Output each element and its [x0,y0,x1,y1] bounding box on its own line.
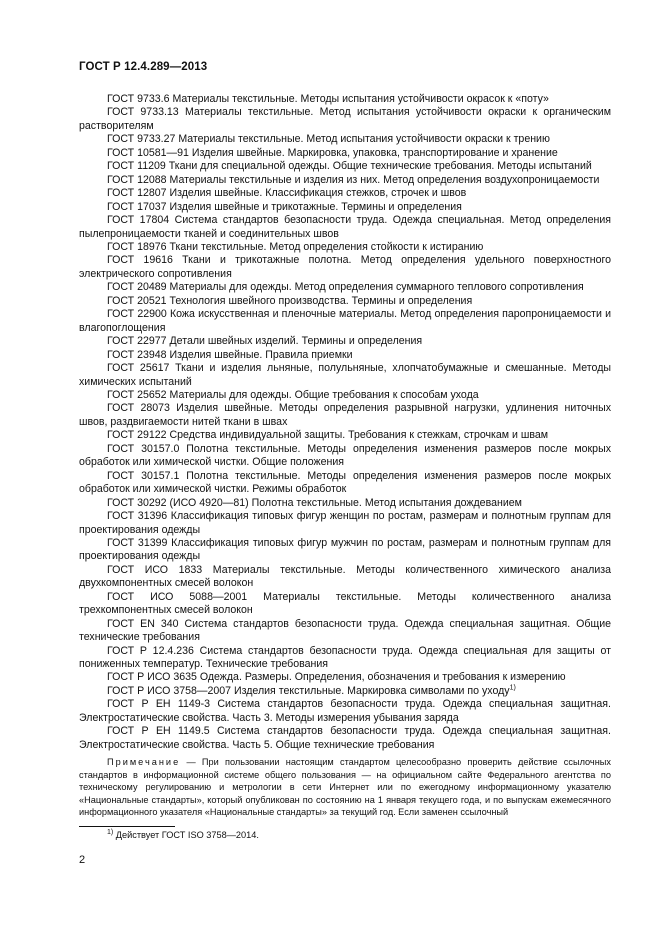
reference-item: ГОСТ 9733.27 Материалы текстильные. Метод испытания устойчивости окраски к трению [107,133,550,146]
reference-item: ГОСТ 19616 Ткани и трикотажные полотна. Метод определения удельного поверхностного электрического сопротивления [79,254,611,280]
footnote-divider [79,826,175,827]
reference-item: ГОСТ 30157.1 Полотна текстильные. Методы определения изменения размеров после мокрых обработок или химической чистки. Режимы обработок [79,469,611,496]
reference-item: ГОСТ 28073 Изделия швейные. Методы определения разрывной нагрузки, удлинения ниточных швов, раздвигаемости нитей ткани в швах [79,402,611,428]
reference-item: ГОСТ 22900 Кожа искусственная и пленочные материалы. Метод определения паропроницаемости и влагопоглощения [79,308,611,334]
reference-item: ГОСТ 17037 Изделия швейные и трикотажные. Термины и определения [107,200,462,213]
reference-item: ГОСТ 20521 Технология швейного производства. Термины и определения [107,294,473,307]
reference-item: ГОСТ Р ИСО 3635 Одежда. Размеры. Определения, обозначения и требования к измерению [107,671,566,684]
reference-item: ГОСТ 12088 Материалы текстильные и изделия из них. Метод определения воздухопроницаемости [107,173,600,186]
reference-item: ГОСТ 10581—91 Изделия швейные. Маркировка, упаковка, транспортирование и хранение [107,146,558,159]
reference-item: ГОСТ 12807 Изделия швейные. Классификация стежков, строчек и швов [107,187,467,200]
reference-item: ГОСТ 23948 Изделия швейные. Правила приемки [107,348,353,361]
page-number: 2 [79,854,86,866]
reference-item: ГОСТ 30157.0 Полотна текстильные. Методы определения изменения размеров после мокрых обработок или химической чистки. Общие положения [79,442,611,469]
note-dash: — [180,757,202,768]
reference-item: ГОСТ 25652 Материалы для одежды. Общие требования к способам ухода [107,388,479,401]
document-header: ГОСТ Р 12.4.289—2013 [79,61,208,73]
reference-item: ГОСТ 11209 Ткани для специальной одежды. Общие технические требования. Методы испытаний [107,160,592,173]
reference-text: ГОСТ Р ИСО 3758—2007 Изделия текстильные. Маркировка символами по уходу [107,684,510,697]
reference-item: ГОСТ 9733.6 Материалы текстильные. Методы испытания устойчивости окрасок к «поту» [107,93,549,105]
reference-item: ГОСТ 17804 Система стандартов безопасности труда. Одежда специальная. Метод определения пылепроницаемости тканей и соединительных швов [79,214,611,240]
reference-item-with-footnote [79,685,611,698]
reference-item: ГОСТ 31399 Классификация типовых фигур мужчин по ростам, размерам и полнотным группам для проектирования одежды [79,536,611,563]
reference-item: ГОСТ 18976 Ткани текстильные. Метод определения стойкости к истиранию [107,240,484,253]
reference-item: ГОСТ Р ЕН 1149-3 Система стандартов безопасности труда. Одежда специальная защитная. Электростатические свойства. Часть 3. Методы измерения убывания заряда [79,698,611,724]
reference-item: ГОСТ Р 12.4.236 Система стандартов безопасности труда. Одежда специальная для защиты от пониженных температур. Технические требования [79,644,611,671]
reference-item: ГОСТ 9733.13 Материалы текстильные. Метод испытания устойчивости окраски к органическим растворителям [79,106,611,132]
reference-item: ГОСТ 31396 Классификация типовых фигур женщин по ростам, размерам и полнотным группам для проектирования одежды [79,510,611,536]
note-paragraph [79,756,611,819]
footnote-marker: 1) [107,828,114,836]
reference-item: ГОСТ ИСО 5088—2001 Материалы текстильные. Методы количественного анализа трехкомпонентных смесей волокон [79,590,611,617]
normative-references [79,93,611,828]
reference-item: ГОСТ 22977 Детали швейных изделий. Термины и определения [107,335,423,348]
reference-item: ГОСТ ИСО 1833 Материалы текстильные. Методы количественного химического анализа двухкомпонентных смесей волокон [79,563,611,590]
reference-item: ГОСТ Р ЕН 1149.5 Система стандартов безопасности труда. Одежда специальная защитная. Электростатические свойства. Часть 5. Общие технические требования [79,725,611,751]
note-label: Примечание [107,757,181,768]
reference-item: ГОСТ 30292 (ИСО 4920—81) Полотна текстильные. Метод испытания дождеванием [107,496,522,509]
reference-item: ГОСТ 29122 Средства индивидуальной защиты. Требования к стежкам, строчкам и швам [107,429,549,442]
reference-item: ГОСТ EN 340 Система стандартов безопасности труда. Одежда специальная защитная. Общие технические требования [79,617,611,644]
note-text: При пользовании настоящим стандартом целесообразно проверить действие ссылочных стандартов в информационной системе общего пользования — на официальном сайте Федерального агентства по техническому регулированию и метрологии в сети Интернет или по ежегодному информационному указателю «Национальные стандарты», который опубликован по состоянию на 1 января текущего года, и по выпускам ежемесячного информационного указателя «Национальные стандарты» за текущий год. Если заменен ссылочный [79,757,611,818]
footnote-text: Действует ГОСТ ISO 3758—2014. [113,830,259,840]
reference-item: ГОСТ 20489 Материалы для одежды. Метод определения суммарного теплового сопротивления [107,281,584,294]
footnote-marker: 1) [509,684,516,692]
reference-item: ГОСТ 25617 Ткани и изделия льняные, полульняные, хлопчатобумажные и смешанные. Методы химических испытаний [79,362,611,388]
footnote [107,830,259,840]
